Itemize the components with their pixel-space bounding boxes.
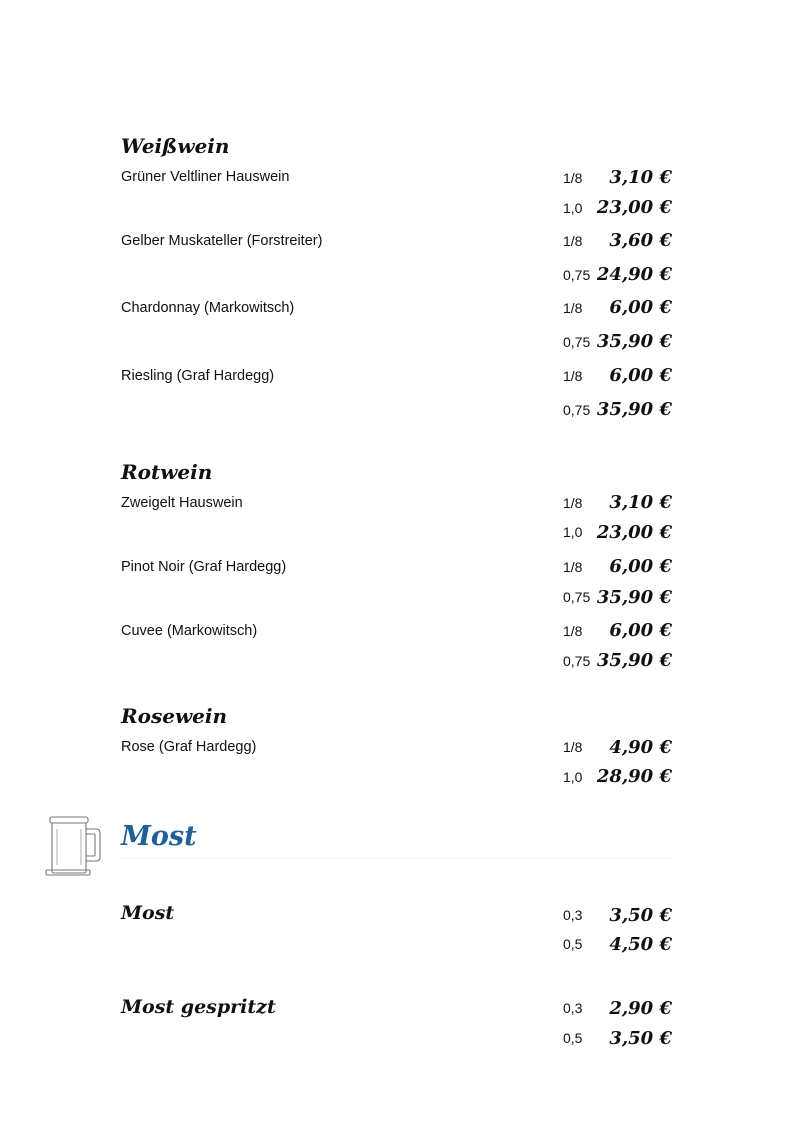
menu-item-price: 6,00 € [609,365,672,386]
menu-item-price: 35,90 € [596,650,672,671]
menu-item-name: Zweigelt Hauswein [121,495,243,511]
section-divider [121,858,672,859]
menu-item-price: 24,90 € [596,264,672,285]
menu-item-volume: 1/8 [563,559,583,575]
menu-item-price: 4,90 € [609,737,672,758]
menu-item-name: Most gespritzt [121,996,276,1018]
menu-item-name: Rose (Graf Hardegg) [121,739,257,755]
menu-item-price: 28,90 € [596,766,672,787]
section-heading-rosewein: Rosewein [121,704,228,728]
menu-item-name: Riesling (Graf Hardegg) [121,368,275,384]
menu-item-volume: 0,5 [563,936,583,952]
section-heading-weisswein: Weißwein [121,134,230,158]
menu-item-volume: 0,75 [563,653,591,669]
menu-item-price: 6,00 € [609,556,672,577]
menu-item-name: Gelber Muskateller (Forstreiter) [121,233,323,249]
section-title-most: Most [121,821,197,852]
menu-item-name: Cuvee (Markowitsch) [121,623,258,639]
menu-item-volume: 1/8 [563,623,583,639]
menu-item-volume: 0,75 [563,267,591,283]
menu-item-volume: 0,75 [563,334,591,350]
menu-item-name: Chardonnay (Markowitsch) [121,300,295,316]
menu-item-volume: 1,0 [563,524,583,540]
menu-item-volume: 1/8 [563,368,583,384]
menu-item-volume: 0,75 [563,589,591,605]
menu-item-name: Most [121,902,175,924]
menu-item-volume: 1,0 [563,769,583,785]
menu-item-volume: 1/8 [563,233,583,249]
menu-item-volume: 1/8 [563,739,583,755]
menu-item-price: 2,90 € [609,998,672,1019]
section-heading-rotwein: Rotwein [121,460,213,484]
menu-item-name: Pinot Noir (Graf Hardegg) [121,559,287,575]
menu-item-volume: 1/8 [563,495,583,511]
beer-mug-icon [44,815,102,877]
menu-item-price: 3,10 € [609,167,672,188]
menu-item-price: 6,00 € [609,297,672,318]
menu-item-price: 3,50 € [609,905,672,926]
menu-item-price: 3,50 € [609,1028,672,1049]
menu-item-price: 35,90 € [596,399,672,420]
menu-item-volume: 0,5 [563,1030,583,1046]
menu-item-price: 4,50 € [609,934,672,955]
menu-item-price: 23,00 € [596,522,672,543]
menu-item-volume: 1/8 [563,170,583,186]
menu-item-name: Grüner Veltliner Hauswein [121,169,290,185]
menu-item-price: 35,90 € [596,587,672,608]
menu-item-volume: 0,3 [563,907,583,923]
menu-item-price: 6,00 € [609,620,672,641]
menu-item-volume: 1/8 [563,300,583,316]
menu-item-price: 23,00 € [596,197,672,218]
menu-item-price: 3,10 € [609,492,672,513]
menu-item-price: 3,60 € [609,230,672,251]
menu-item-price: 35,90 € [596,331,672,352]
menu-item-volume: 1,0 [563,200,583,216]
menu-item-volume: 0,3 [563,1000,583,1016]
menu-item-volume: 0,75 [563,402,591,418]
